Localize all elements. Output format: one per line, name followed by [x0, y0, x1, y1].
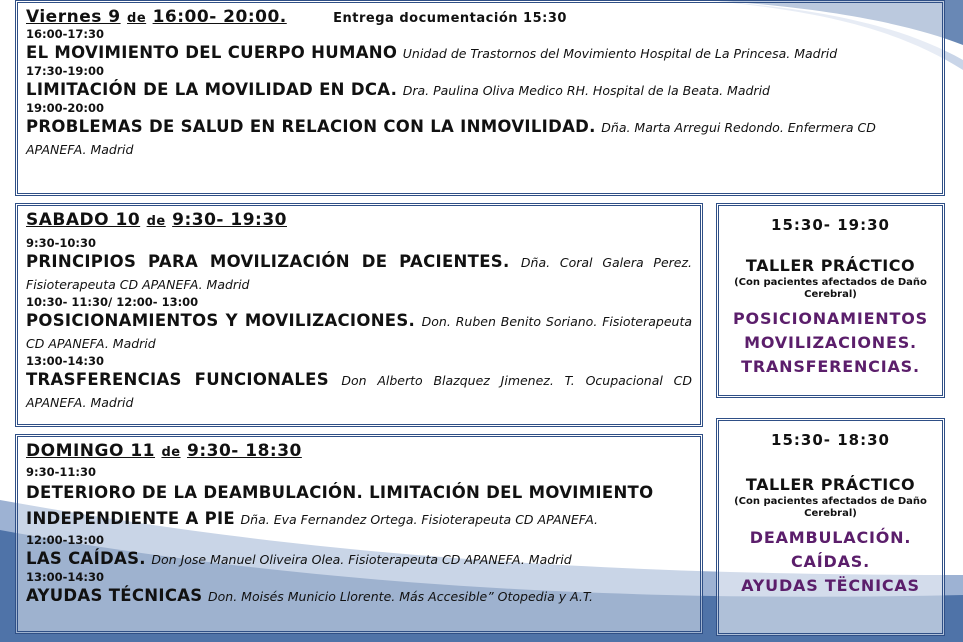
- sunday-talk-3: [26, 585, 692, 607]
- saturday-workshop-title: TALLER PRÁCTICO: [745, 256, 916, 275]
- friday-note: Entrega documentación 15:30: [333, 11, 567, 26]
- saturday-workshop-topics: [725, 307, 936, 379]
- sunday-talk-1-time: 9:30-11:30: [26, 465, 96, 479]
- friday-section: [15, 0, 945, 196]
- saturday-talk-1: [26, 251, 692, 295]
- saturday-workshop-topic: TRANSFERENCIAS.: [741, 357, 920, 376]
- sunday-talk-3-time: 13:00-14:30: [26, 570, 104, 584]
- sunday-workshop-time: 15:30- 18:30: [771, 431, 890, 449]
- saturday-talk-3: [26, 369, 692, 413]
- saturday-talk-2-title: POSICIONAMIENTOS Y MOVILIZACIONES.: [26, 311, 416, 330]
- sunday-talk-2: [26, 548, 692, 570]
- saturday-heading: [26, 210, 692, 230]
- friday-talk-3-title: PROBLEMAS DE SALUD EN RELACION CON LA INMOVILIDAD.: [26, 117, 596, 136]
- saturday-workshop-subtitle: (Con pacientes afectados de Daño Cerebral): [734, 277, 927, 300]
- friday-talk-1-title: EL MOVIMIENTO DEL CUERPO HUMANO: [26, 43, 398, 62]
- sunday-talk-2-speaker: Don Jose Manuel Oliveira Olea. Fisioterapeuta CD APANEFA. Madrid: [151, 552, 572, 567]
- sunday-workshop-topics: [725, 526, 936, 598]
- friday-talk-1-time: 16:00-17:30: [26, 27, 104, 41]
- friday-talk-3-speaker: Dña. Marta Arregui Redondo. Enfermera CD APANEFA. Madrid: [26, 120, 876, 157]
- saturday-talk-2: [26, 310, 692, 354]
- saturday-talk-3-title: TRASFERENCIAS FUNCIONALES: [26, 370, 329, 389]
- friday-talk-3-time: 19:00-20:00: [26, 101, 104, 115]
- sunday-talk-1-title: DETERIORO DE LA DEAMBULACIÓN. LIMITACIÓN DEL MOVIMIENTO INDEPENDIENTE A PIE: [26, 483, 654, 528]
- sunday-talk-2-title: LAS CAÍDAS.: [26, 549, 146, 568]
- saturday-workshop-topic: POSICIONAMIENTOS: [733, 309, 928, 328]
- friday-talk-1-speaker: Unidad de Trastornos del Movimiento Hospital de La Princesa. Madrid: [402, 46, 838, 61]
- sunday-hours: 9:30- 18:30: [186, 441, 302, 461]
- sunday-workshop-topic: DEAMBULACIÓN.: [749, 528, 912, 547]
- friday-talk-2-title: LIMITACIÓN DE LA MOVILIDAD EN DCA.: [26, 80, 398, 99]
- saturday-de: de: [146, 214, 166, 229]
- sunday-talk-1: [26, 480, 692, 533]
- friday-day: Viernes 9: [26, 7, 121, 27]
- sunday-workshop-topic: AYUDAS TËCNICAS: [741, 576, 920, 595]
- sunday-talk-3-title: AYUDAS TÉCNICAS: [26, 586, 203, 605]
- saturday-talk-1-time: 9:30-10:30: [26, 236, 96, 250]
- sunday-talk-3-speaker: Don. Moisés Municio Llorente. Más Accesible” Otopedia y A.T.: [208, 589, 593, 604]
- friday-talk-2: [26, 79, 934, 101]
- sunday-workshop-subtitle: (Con pacientes afectados de Daño Cerebral): [734, 496, 927, 519]
- friday-hours: 16:00- 20:00.: [152, 7, 287, 27]
- friday-talk-2-speaker: Dra. Paulina Oliva Medico RH. Hospital de la Beata. Madrid: [402, 83, 770, 98]
- saturday-workshop: [716, 203, 945, 398]
- saturday-day: SABADO 10: [26, 210, 141, 230]
- friday-heading: [26, 7, 934, 27]
- friday-de: de: [127, 11, 147, 26]
- saturday-talk-1-title: PRINCIPIOS PARA MOVILIZACIÓN DE PACIENTES.: [26, 252, 510, 271]
- friday-talk-2-time: 17:30-19:00: [26, 64, 104, 78]
- sunday-day: DOMINGO 11: [26, 441, 156, 461]
- sunday-de: de: [161, 445, 181, 460]
- sunday-workshop-topic: CAÍDAS.: [791, 552, 870, 571]
- saturday-talk-3-time: 13:00-14:30: [26, 354, 104, 368]
- sunday-section: [15, 434, 703, 634]
- saturday-talk-2-speaker: Don. Ruben Benito Soriano. Fisioterapeuta CD APANEFA. Madrid: [26, 314, 693, 351]
- sunday-workshop-title: TALLER PRÁCTICO: [745, 475, 916, 494]
- saturday-workshop-time: 15:30- 19:30: [771, 216, 890, 234]
- saturday-talk-1-speaker: Dña. Coral Galera Perez. Fisioterapeuta CD APANEFA. Madrid: [26, 255, 693, 292]
- sunday-talk-1-speaker: Dña. Eva Fernandez Ortega. Fisioterapeuta CD APANEFA.: [240, 512, 598, 527]
- friday-talk-1: [26, 42, 934, 64]
- saturday-talk-2-time: 10:30- 11:30/ 12:00- 13:00: [26, 295, 199, 309]
- saturday-workshop-topic: MOVILIZACIONES.: [744, 333, 917, 352]
- friday-talk-3: [26, 116, 934, 160]
- saturday-talk-3-speaker: Don Alberto Blazquez Jimenez. T. Ocupacional CD APANEFA. Madrid: [26, 373, 693, 410]
- sunday-talk-2-time: 12:00-13:00: [26, 533, 104, 547]
- saturday-hours: 9:30- 19:30: [172, 210, 287, 230]
- saturday-section: [15, 203, 703, 427]
- sunday-workshop: [716, 418, 945, 636]
- sunday-heading: [26, 441, 692, 461]
